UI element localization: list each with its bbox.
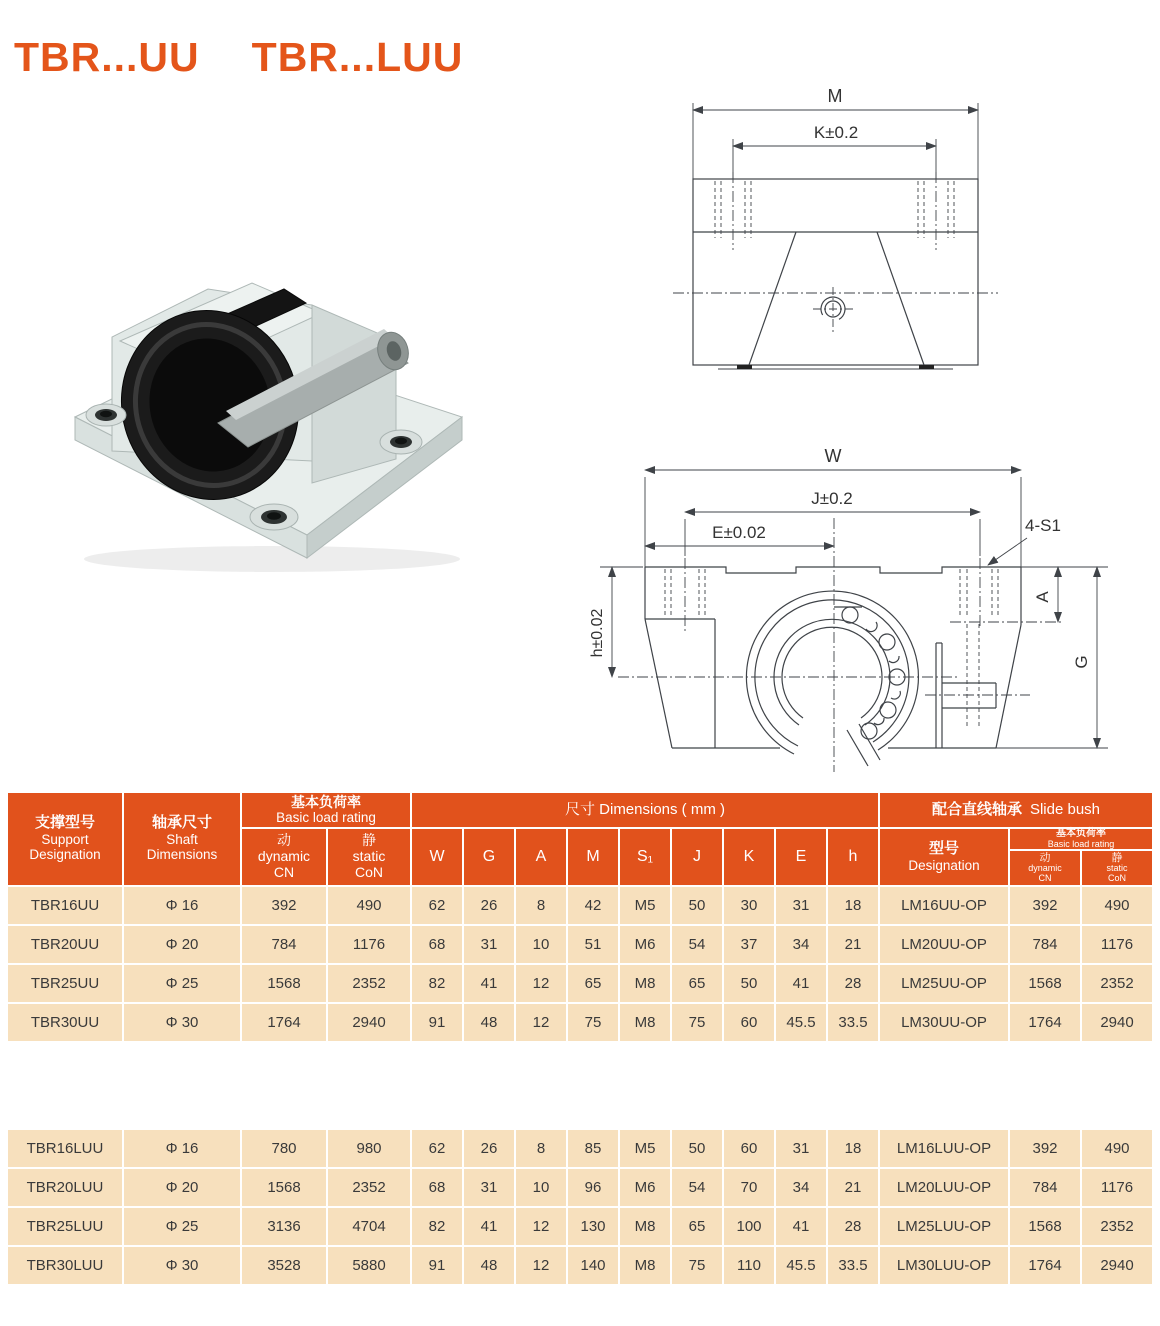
cell-slide-dynamic-cn: 1764: [1010, 1247, 1080, 1284]
cell-support-designation: TBR25LUU: [8, 1208, 122, 1245]
cell-w: 62: [412, 1130, 462, 1167]
header-slide-static-c0n: 静 static CoN: [1082, 851, 1152, 885]
cell-slide-bush-model: LM16LUU-OP: [880, 1130, 1008, 1167]
cell-e: 41: [776, 1208, 826, 1245]
cell-slide-dynamic-cn: 392: [1010, 1130, 1080, 1167]
cell-s1: M5: [620, 1130, 670, 1167]
cell-slide-bush-model: LM25UU-OP: [880, 965, 1008, 1002]
cell-static-c0n: 490: [328, 887, 410, 924]
header-support-designation: 支撑型号 Support Designation: [8, 793, 122, 885]
cell-k: 30: [724, 887, 774, 924]
dim-h-label: h±0.02: [589, 608, 606, 658]
table-body-uu: [8, 887, 1152, 1041]
dim-m-label: M: [827, 86, 843, 106]
cell-dynamic-cn: 3528: [242, 1247, 326, 1284]
cell-support-designation: TBR30LUU: [8, 1247, 122, 1284]
cell-a: 8: [516, 887, 566, 924]
cell-w: 82: [412, 965, 462, 1002]
dim-w-label: W: [824, 446, 842, 466]
spec-table-uu: [8, 793, 1152, 1041]
cell-slide-dynamic-cn: 1764: [1010, 1004, 1080, 1041]
cell-a: 12: [516, 1247, 566, 1284]
cell-slide-dynamic-cn: 1568: [1010, 1208, 1080, 1245]
cell-a: 12: [516, 1208, 566, 1245]
cell-shaft-dia: Φ 16: [124, 1130, 240, 1167]
cell-dynamic-cn: 1568: [242, 965, 326, 1002]
table-body-luu: [8, 1130, 1152, 1284]
cell-g: 41: [464, 1208, 514, 1245]
cell-j: 75: [672, 1004, 722, 1041]
cell-dynamic-cn: 1568: [242, 1169, 326, 1206]
cell-e: 31: [776, 887, 826, 924]
cell-g: 31: [464, 1169, 514, 1206]
cell-s1: M8: [620, 965, 670, 1002]
cell-static-c0n: 1176: [328, 926, 410, 963]
cell-support-designation: TBR16UU: [8, 887, 122, 924]
header-col-j: J: [672, 829, 722, 885]
page-title: [14, 34, 463, 81]
cell-static-c0n: 4704: [328, 1208, 410, 1245]
cell-w: 68: [412, 1169, 462, 1206]
cell-j: 54: [672, 926, 722, 963]
cell-slide-static-c0n: 1176: [1082, 1169, 1152, 1206]
cell-m: 65: [568, 965, 618, 1002]
cell-k: 60: [724, 1130, 774, 1167]
cell-a: 10: [516, 926, 566, 963]
cell-shaft-dia: Φ 30: [124, 1004, 240, 1041]
cell-shaft-dia: Φ 20: [124, 1169, 240, 1206]
cell-m: 130: [568, 1208, 618, 1245]
page-title-uu: TBR...UU: [14, 34, 200, 80]
mounting-hole-front: [250, 504, 298, 530]
cell-e: 45.5: [776, 1247, 826, 1284]
cell-g: 31: [464, 926, 514, 963]
header-col-h: h: [828, 829, 878, 885]
dim-j-label: J±0.2: [811, 489, 853, 508]
cell-slide-dynamic-cn: 392: [1010, 887, 1080, 924]
cell-g: 48: [464, 1247, 514, 1284]
cell-k: 70: [724, 1169, 774, 1206]
cell-h: 18: [828, 887, 878, 924]
cell-h: 21: [828, 1169, 878, 1206]
header-col-s1: S₁: [620, 829, 670, 885]
cell-h: 33.5: [828, 1004, 878, 1041]
product-photo: [60, 245, 480, 585]
cell-slide-bush-model: LM16UU-OP: [880, 887, 1008, 924]
cell-m: 85: [568, 1130, 618, 1167]
cell-slide-bush-model: LM20UU-OP: [880, 926, 1008, 963]
header-slide-dynamic-cn: 动 dynamic CN: [1010, 851, 1080, 885]
cell-m: 96: [568, 1169, 618, 1206]
cell-static-c0n: 2352: [328, 1169, 410, 1206]
cell-h: 33.5: [828, 1247, 878, 1284]
cell-j: 50: [672, 887, 722, 924]
top-view-drawing: [655, 80, 1015, 380]
cell-s1: M8: [620, 1247, 670, 1284]
header-basic-load-rating: 基本负荷率 Basic load rating: [242, 793, 410, 827]
cell-k: 60: [724, 1004, 774, 1041]
cell-dynamic-cn: 784: [242, 926, 326, 963]
cell-g: 26: [464, 887, 514, 924]
table-header: [8, 793, 1152, 885]
cell-slide-static-c0n: 2352: [1082, 965, 1152, 1002]
cell-shaft-dia: Φ 25: [124, 965, 240, 1002]
cell-s1: M8: [620, 1004, 670, 1041]
cell-slide-bush-model: LM30UU-OP: [880, 1004, 1008, 1041]
header-col-m: M: [568, 829, 618, 885]
cell-shaft-dia: Φ 20: [124, 926, 240, 963]
cell-slide-dynamic-cn: 784: [1010, 1169, 1080, 1206]
cell-w: 91: [412, 1004, 462, 1041]
cell-slide-dynamic-cn: 1568: [1010, 965, 1080, 1002]
cell-k: 110: [724, 1247, 774, 1284]
front-view-drawing: [575, 430, 1120, 810]
cell-w: 91: [412, 1247, 462, 1284]
cell-w: 68: [412, 926, 462, 963]
cell-j: 54: [672, 1169, 722, 1206]
cell-slide-static-c0n: 2940: [1082, 1004, 1152, 1041]
cell-e: 45.5: [776, 1004, 826, 1041]
header-slide-model: 型号 Designation: [880, 829, 1008, 885]
header-col-w: W: [412, 829, 462, 885]
header-shaft-dimensions: 轴承尺寸 Shaft Dimensions: [124, 793, 240, 885]
cell-a: 10: [516, 1169, 566, 1206]
cell-dynamic-cn: 3136: [242, 1208, 326, 1245]
cell-slide-dynamic-cn: 784: [1010, 926, 1080, 963]
cell-e: 41: [776, 965, 826, 1002]
cell-slide-bush-model: LM30LUU-OP: [880, 1247, 1008, 1284]
cell-shaft-dia: Φ 16: [124, 887, 240, 924]
cell-static-c0n: 5880: [328, 1247, 410, 1284]
header-static-c0n: 静 static CoN: [328, 829, 410, 885]
cell-slide-bush-model: LM20LUU-OP: [880, 1169, 1008, 1206]
cell-s1: M6: [620, 926, 670, 963]
spec-table-luu: [8, 1130, 1152, 1284]
cell-static-c0n: 2352: [328, 965, 410, 1002]
cell-m: 140: [568, 1247, 618, 1284]
cell-m: 51: [568, 926, 618, 963]
photo-shadow: [84, 546, 460, 572]
dim-g-label: G: [1072, 655, 1091, 669]
cell-slide-static-c0n: 2940: [1082, 1247, 1152, 1284]
cell-slide-static-c0n: 490: [1082, 887, 1152, 924]
cell-w: 62: [412, 887, 462, 924]
cell-g: 26: [464, 1130, 514, 1167]
cell-slide-static-c0n: 2352: [1082, 1208, 1152, 1245]
dim-k-label: K±0.2: [813, 123, 859, 142]
cell-m: 42: [568, 887, 618, 924]
cell-h: 21: [828, 926, 878, 963]
cell-h: 28: [828, 1208, 878, 1245]
cell-slide-static-c0n: 1176: [1082, 926, 1152, 963]
cell-s1: M5: [620, 887, 670, 924]
cell-k: 50: [724, 965, 774, 1002]
cell-support-designation: TBR20LUU: [8, 1169, 122, 1206]
mounting-hole-right: [380, 430, 422, 454]
header-slide-bush: 配合直线轴承 Slide bush: [880, 793, 1152, 827]
header-col-k: K: [724, 829, 774, 885]
cell-static-c0n: 980: [328, 1130, 410, 1167]
cell-e: 34: [776, 1169, 826, 1206]
cell-support-designation: TBR16LUU: [8, 1130, 122, 1167]
cell-k: 37: [724, 926, 774, 963]
cell-h: 18: [828, 1130, 878, 1167]
header-dimensions-mm: 尺寸 Dimensions ( mm ): [412, 793, 878, 827]
cell-shaft-dia: Φ 25: [124, 1208, 240, 1245]
cell-slide-static-c0n: 490: [1082, 1130, 1152, 1167]
cell-e: 31: [776, 1130, 826, 1167]
dim-s1-label: 4-S1: [1025, 516, 1061, 535]
header-dynamic-cn: 动 dynamic CN: [242, 829, 326, 885]
header-col-e: E: [776, 829, 826, 885]
dim-e-label: E±0.02: [712, 523, 766, 542]
cell-e: 34: [776, 926, 826, 963]
mounting-hole-left: [86, 404, 126, 426]
cell-a: 8: [516, 1130, 566, 1167]
cell-j: 50: [672, 1130, 722, 1167]
cell-k: 100: [724, 1208, 774, 1245]
cell-support-designation: TBR20UU: [8, 926, 122, 963]
cell-j: 65: [672, 965, 722, 1002]
cell-g: 48: [464, 1004, 514, 1041]
cell-dynamic-cn: 780: [242, 1130, 326, 1167]
cell-support-designation: TBR30UU: [8, 1004, 122, 1041]
dim-a-label: A: [1033, 591, 1052, 603]
cell-j: 65: [672, 1208, 722, 1245]
cell-s1: M6: [620, 1169, 670, 1206]
page-title-luu: TBR...LUU: [251, 34, 464, 80]
cell-a: 12: [516, 1004, 566, 1041]
cell-support-designation: TBR25UU: [8, 965, 122, 1002]
cell-dynamic-cn: 1764: [242, 1004, 326, 1041]
cell-s1: M8: [620, 1208, 670, 1245]
cell-dynamic-cn: 392: [242, 887, 326, 924]
cell-a: 12: [516, 965, 566, 1002]
header-col-a: A: [516, 829, 566, 885]
cell-h: 28: [828, 965, 878, 1002]
header-col-g: G: [464, 829, 514, 885]
cell-m: 75: [568, 1004, 618, 1041]
cell-static-c0n: 2940: [328, 1004, 410, 1041]
header-slide-blr: 基本负荷率 Basic load rating: [1010, 829, 1152, 849]
cell-j: 75: [672, 1247, 722, 1284]
cell-g: 41: [464, 965, 514, 1002]
cell-slide-bush-model: LM25LUU-OP: [880, 1208, 1008, 1245]
cell-shaft-dia: Φ 30: [124, 1247, 240, 1284]
cell-w: 82: [412, 1208, 462, 1245]
